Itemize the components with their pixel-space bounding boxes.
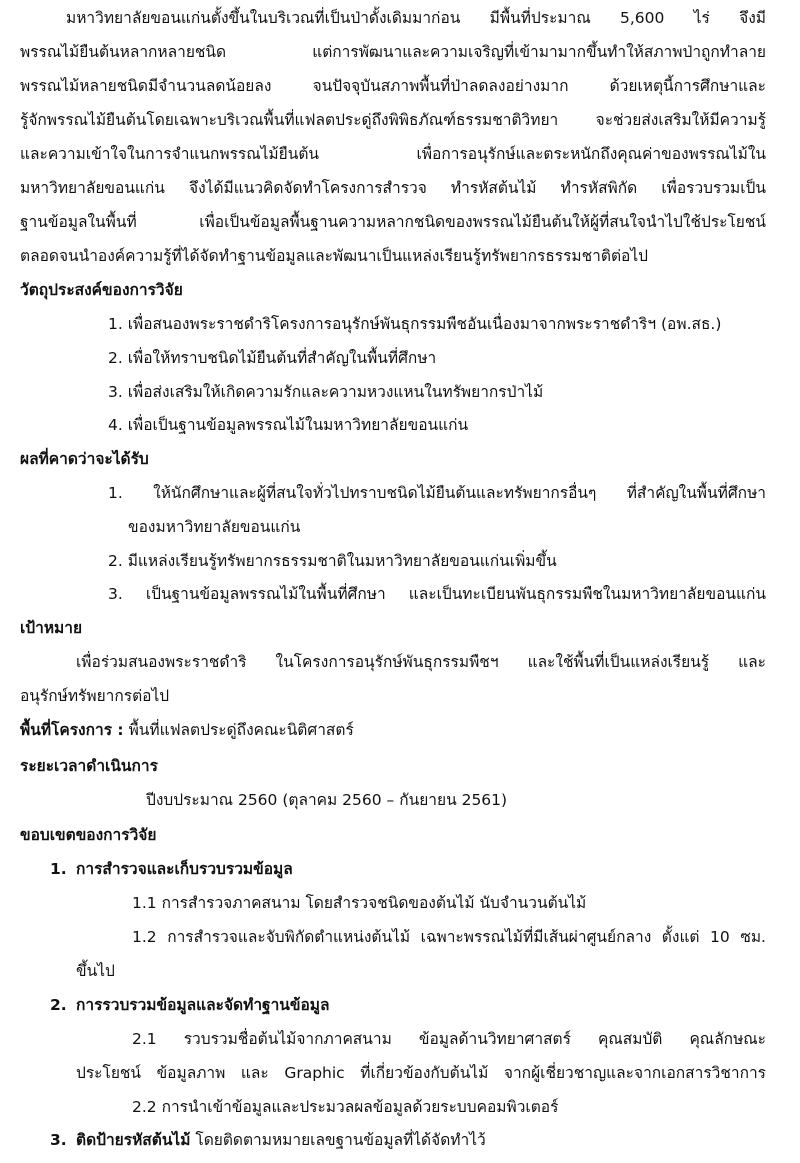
intro-line-8: ตลอดจนนำองค์ความรู้ที่ได้จัดทำฐานข้อมูลและพัฒนาเป็นแหล่งเรียนรู้ทรัพยากรธรรมชาติต่อไป xyxy=(20,247,648,265)
objective-item-4: 4. เพื่อเป็นฐานข้อมูลพรรณไม้ในมหาวิทยาลัยขอนแก่น xyxy=(108,416,469,434)
objective-item-1: 1. เพื่อสนองพระราชดำริโครงการอนุรักษ์พันธุกรรมพืชอันเนื่องมาจากพระราชดำริฯ (อพ.สธ.) xyxy=(108,315,722,333)
goal-line-2: อนุรักษ์ทรัพยากรต่อไป xyxy=(20,687,170,705)
expected-item-1-line-1: 1. ให้นักศึกษาและผู้ที่สนใจทั่วไปทราบชนิดไม้ยืนต้นและทรัพยากรอื่นๆ ที่สำคัญในพื้นที่ศึกษา xyxy=(108,484,766,502)
intro-line-6: มหาวิทยาลัยขอนแก่น จึงได้มีแนวคิดจัดทำโครงการสำรวจ ทำรหัสต้นไม้ ทำรหัสพิกัด เพื่อรวบรวมเป็น xyxy=(20,179,766,197)
objectives-heading: วัตถุประสงค์ของการวิจัย xyxy=(20,281,183,299)
scope-1-1: 1.1 การสำรวจภาคสนาม โดยสำรวจชนิดของต้นไม้ นับจำนวนต้นไม้ xyxy=(132,894,587,912)
scope-3-number: 3. xyxy=(50,1131,67,1149)
scope-1-number: 1. xyxy=(50,860,67,878)
intro-line-7: ฐานข้อมูลในพื้นที่ เพื่อเป็นข้อมูลพื้นฐานความหลากชนิดของพรรณไม้ยืนต้นให้ผู้ที่สนใจนำไปใช้ประโยชน์ xyxy=(20,213,766,231)
goal-line-1: เพื่อร่วมสนองพระราชดำริ ในโครงการอนุรักษ์พันธุกรรมพืชฯ และใช้พื้นที่เป็นแหล่งเรียนรู้ และ xyxy=(76,653,766,671)
scope-1-2-line-1: 1.2 การสำรวจและจับพิกัดตำแหน่งต้นไม้ เฉพาะพรรณไม้ที่มีเส้นผ่าศูนย์กลาง ตั้งแต่ 10 ซม. xyxy=(132,928,766,946)
scope-2-title: การรวบรวมข้อมูลและจัดทำฐานข้อมูล xyxy=(76,996,330,1014)
project-area-label: พื้นที่โครงการ : xyxy=(20,721,124,739)
objective-item-2: 2. เพื่อให้ทราบชนิดไม้ยืนต้นที่สำคัญในพื้นที่ศึกษา xyxy=(108,349,437,367)
scope-2-number: 2. xyxy=(50,996,67,1014)
scope-2-1-line-1: 2.1 รวบรวมชื่อต้นไม้จากภาคสนาม ข้อมูลด้านวิทยาศาสตร์ คุณสมบัติ คุณลักษณะ xyxy=(132,1030,766,1048)
scope-2-1-line-2: ประโยชน์ ข้อมูลภาพ และ Graphic ที่เกี่ยวข้องกับต้นไม้ จากผู้เชี่ยวชาญและจากเอกสารวิชาการ xyxy=(76,1064,766,1082)
scope-3 xyxy=(76,1129,486,1151)
scope-1-title: การสำรวจและเก็บรวบรวมข้อมูล xyxy=(76,860,293,878)
scope-1-2-line-2: ขึ้นไป xyxy=(76,962,115,980)
intro-line-4: รู้จักพรรณไม้ยืนต้นโดยเฉพาะบริเวณพื้นที่แฟลตประดู่ถึงพิพิธภัณฑ์ธรรมชาติวิทยา จะช่วยส่งเสริมให้มีความรู้ xyxy=(20,111,766,129)
objective-item-3: 3. เพื่อส่งเสริมให้เกิดความรักและความหวงแหนในทรัพยากรป่าไม้ xyxy=(108,383,544,401)
scope-3-title: ติดป้ายรหัสต้นไม้ xyxy=(76,1131,191,1149)
expected-item-3: 3. เป็นฐานข้อมูลพรรณไม้ในพื้นที่ศึกษา และเป็นทะเบียนพันธุกรรมพืชในมหาวิทยาลัยขอนแก่น xyxy=(108,585,766,603)
expected-heading: ผลที่คาดว่าจะได้รับ xyxy=(20,450,149,468)
scope-3-text: โดยติดตามหมายเลขฐานข้อมูลที่ได้จัดทำไว้ xyxy=(190,1131,486,1149)
intro-line-5: และความเข้าใจในการจำแนกพรรณไม้ยืนต้น เพื่อการอนุรักษ์และตระหนักถึงคุณค่าของพรรณไม้ใน xyxy=(20,145,766,163)
intro-line-3: พรรณไม้หลายชนิดมีจำนวนลดน้อยลง จนปัจจุบันสภาพพื้นที่ป่าลดลงอย่างมาก ด้วยเหตุนี้การศึกษาและ xyxy=(20,77,766,95)
intro-line-2: พรรณไม้ยืนต้นหลากหลายชนิด แต่การพัฒนาและความเจริญที่เข้ามามากขึ้นทำให้สภาพป่าถูกทำลาย xyxy=(20,43,766,61)
goal-heading: เป้าหมาย xyxy=(20,619,83,637)
project-area-value: พื้นที่แฟลตประดู่ถึงคณะนิติศาสตร์ xyxy=(123,721,354,739)
scope-heading: ขอบเขตของการวิจัย xyxy=(20,826,157,844)
scope-2-2: 2.2 การนำเข้าข้อมูลและประมวลผลข้อมูลด้วยระบบคอมพิวเตอร์ xyxy=(132,1098,559,1116)
period-value: ปีงบประมาณ 2560 (ตุลาคม 2560 – กันยายน 2561) xyxy=(146,791,508,809)
expected-item-2: 2. มีแหล่งเรียนรู้ทรัพยากรธรรมชาติในมหาวิทยาลัยขอนแก่นเพิ่มขึ้น xyxy=(108,552,557,570)
project-area xyxy=(20,719,354,741)
period-heading: ระยะเวลาดำเนินการ xyxy=(20,757,158,775)
expected-item-1-line-2: ของมหาวิทยาลัยขอนแก่น xyxy=(128,518,301,536)
intro-line-1: มหาวิทยาลัยขอนแก่นตั้งขึ้นในบริเวณที่เป็นป่าดั้งเดิมมาก่อน มีพื้นที่ประมาณ 5,600 ไร่ จึงมี xyxy=(66,9,766,27)
